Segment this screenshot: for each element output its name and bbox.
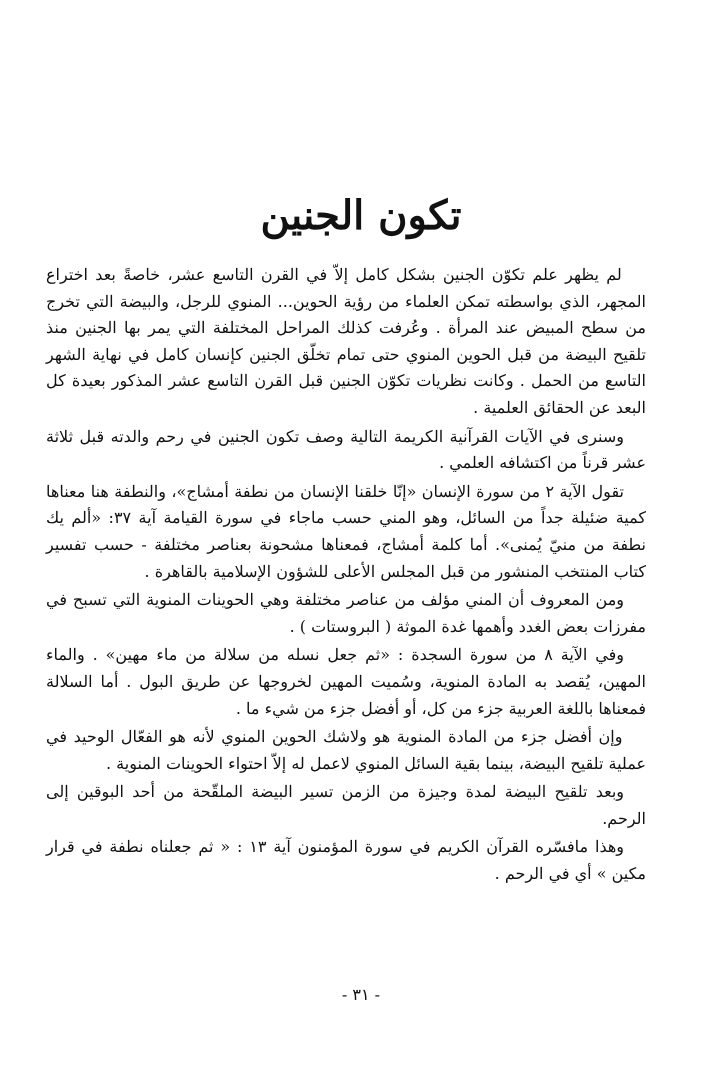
text-line: وبعد تلقيح البيضة لمدة وجيزة من الزمن تسير البيضة الملقّحة من أحد البوقين إلى الرحم. [46,782,646,828]
text-line: وفي الآية ٨ من سورة السجدة : «ثم جعل نسله من سلالة من ماء [148,645,625,665]
text-line: وهذا مافسّره القرآن الكريم في سورة المؤمنون آية ١٣ : « ثم جعلناه نطفة [102,837,625,857]
paragraph [46,834,646,887]
text-line: البيضة من قبل الحوين المنوي حتى تمام تخلّق الجنين كإنسان كامل في نهاية الشهر التاسع [46,344,647,391]
text-line: سطح المبيض عند المرأة . وعُرفت كذلك المراحل المختلفة التي يمر بها الجنين منذ تلقيح [46,318,646,364]
paragraph [46,479,646,585]
chapter-body [46,262,646,890]
text-line: وسنرى في الآيات القرآنية الكريمة التالية وصف تكون الجنين في رحم والدته قبل [73,426,624,446]
text-line: ومن المعروف أن المني مؤلف من عناصر مختلفة وهي الحوينات المنوية التي تسبح [66,590,624,610]
page-number: - ٣١ - [341,985,381,1004]
text-line: المجهر، الذي بواسطته تمكن العلماء من رؤية الحوين... المنوي للرجل، والبيضة التي تخرج من [46,291,646,338]
text-line: من الحمل . وكانت نظريات تكوّن الجنين قبل القرن التاسع عشر المذكور بعيدة كل البعد [46,371,646,417]
text-line: لم يظهر علم تكوّن الجنين بشكل كامل إلاّ في القرن التاسع عشر، خاصةً بعد اختراع [46,265,622,284]
paragraph [46,724,646,777]
text-line: السلالة فمعناها باللغة العربية جزء من كل، أو أفضل جزء من شيء ما . [46,671,646,718]
text-line: ثلاثة عشر قرناً من اكتشافه العلمي . [46,426,646,473]
chapter-title: تكون الجنين [260,192,462,239]
paragraph [46,642,646,722]
text-line: يك نطفة من منيّ يُمنى». أما كلمة أمشاج، فمعناها مشحونة بعناصر مختلفة - حسب [46,508,646,554]
paragraph [46,587,646,640]
text-line: عن الحقائق العلمية . [473,397,611,417]
text-line: معناها كمية ضئيلة جداً من السائل، وهو المني حسب ماجاء في سورة القيامة آية ٣٧: «ألم [46,481,646,528]
text-line: مهين» . والماء المهين، يُقصد به المادة المنوية، وسُميت المهين لخروجها عن طريق البول . أما [46,645,646,691]
paragraph [46,262,646,422]
text-line: في قرار مكين » أي في الرحم . [46,837,646,884]
text-line: وإن أفضل جزء من المادة المنوية هو ولاشك الحوين المنوي لأنه هو الفعّال الوحيد في [46,727,623,747]
text-line: تفسير كتاب المنتخب المنشور من قبل المجلس الأعلى للشؤون الإسلامية بالقاهرة . [46,534,646,581]
paragraph [46,779,646,832]
text-line: تقول الآية ٢ من سورة الإنسان «إنّا خلقنا الإنسان من نطفة أمشاج»، والنطفة هنا [85,481,624,501]
paragraph [46,424,646,477]
text-line: عملية تلقيح البيضة، بينما بقية السائل المنوي لاعمل له إلاّ احتواء الحوينات المنوية . [106,753,646,773]
text-line: في مفرزات بعض الغدد وأهمها غدة الموثة ( البروستات ) . [46,590,646,636]
